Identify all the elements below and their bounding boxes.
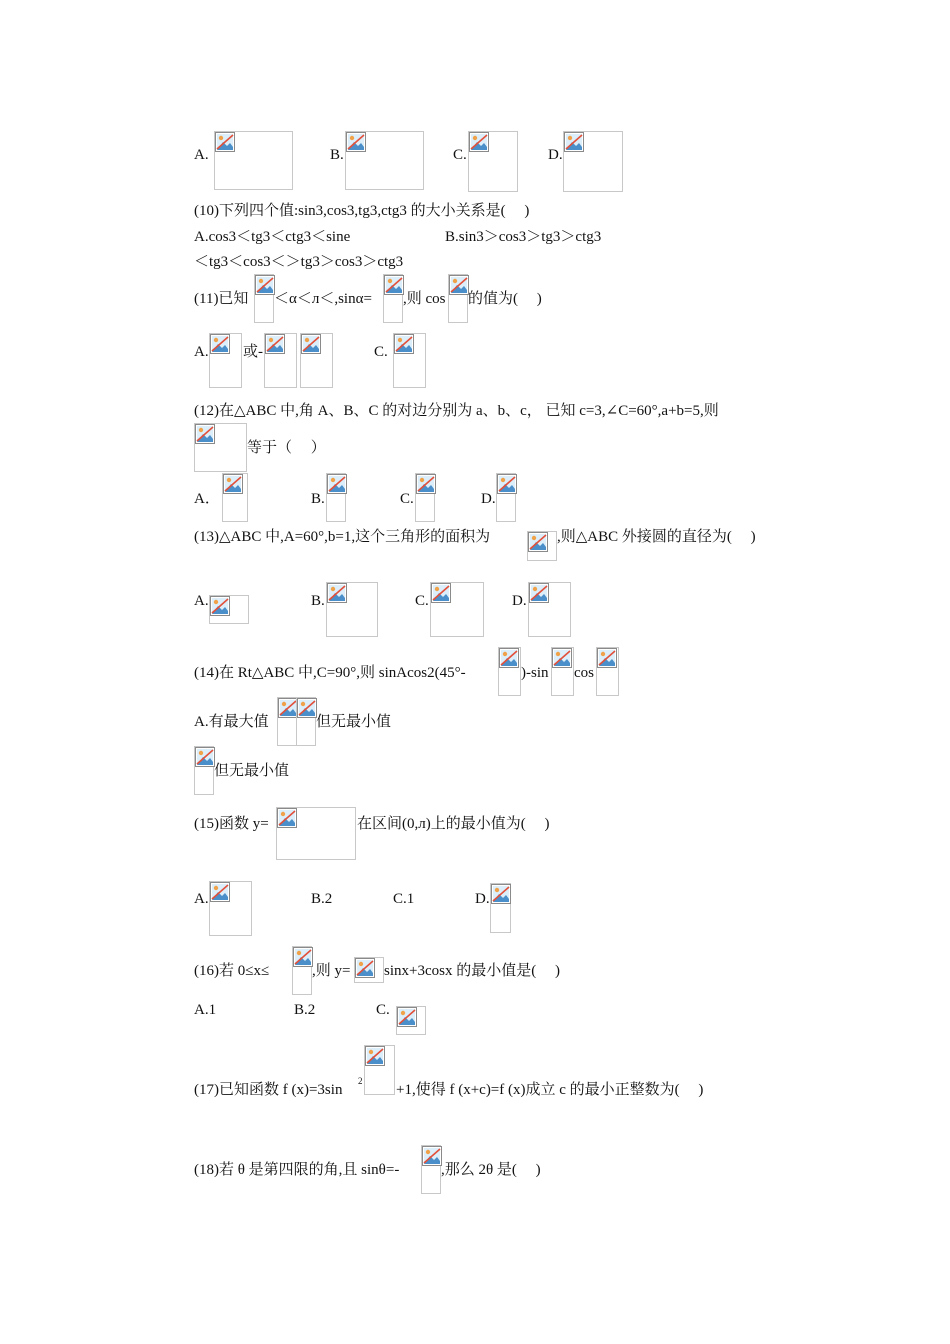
- broken-image-icon: [255, 275, 275, 295]
- broken-image-icon: [431, 583, 451, 603]
- question-14-part-2: )-sin: [521, 665, 549, 681]
- option-b-label: B.: [311, 491, 325, 507]
- broken-image-icon: [346, 132, 366, 152]
- option-or-label: 或-: [243, 344, 263, 360]
- broken-image-icon: [394, 334, 414, 354]
- broken-image-icon: [528, 532, 548, 552]
- broken-image-icon: [469, 132, 489, 152]
- question-14-option-a-part-2: 但无最小值: [316, 714, 392, 730]
- formula-image: [498, 647, 521, 696]
- formula-image: [421, 1145, 441, 1194]
- formula-image: [364, 1045, 395, 1095]
- broken-image-icon: [422, 1146, 442, 1166]
- formula-image: [254, 274, 274, 323]
- formula-image: [194, 746, 214, 795]
- option-c-label: C.: [376, 1002, 390, 1018]
- broken-image-icon: [384, 275, 404, 295]
- formula-image: [209, 333, 242, 388]
- broken-image-icon: [552, 648, 572, 668]
- formula-image: [468, 131, 518, 192]
- formula-image: [276, 807, 356, 860]
- broken-image-icon: [265, 334, 285, 354]
- question-15-part-1: (15)函数 y=: [194, 816, 269, 832]
- option-d-label: D.: [481, 491, 496, 507]
- broken-image-icon: [215, 132, 235, 152]
- formula-image: [551, 647, 574, 696]
- formula-image: [563, 131, 623, 192]
- broken-image-icon: [365, 1046, 385, 1066]
- question-16-part-3: sinx+3cosx 的最小值是( ): [384, 963, 560, 979]
- question-14-option-a-part-1: A.有最大值: [194, 714, 269, 730]
- option-a-label: A.: [194, 593, 209, 609]
- option-a-label: A.: [194, 891, 209, 907]
- formula-image: [296, 697, 316, 746]
- broken-image-icon: [416, 474, 436, 494]
- option-b-label: B.: [330, 147, 344, 163]
- broken-image-icon: [278, 698, 298, 718]
- question-10-option-b: B.sin3＞cos3＞tg3＞ctg3: [445, 229, 602, 245]
- broken-image-icon: [210, 596, 230, 616]
- formula-image: [490, 883, 511, 933]
- formula-image: [345, 131, 424, 190]
- question-16-part-2: ,则 y=: [312, 963, 351, 979]
- formula-image: [214, 131, 293, 190]
- option-a-label: A.: [194, 344, 209, 360]
- broken-image-icon: [529, 583, 549, 603]
- question-18-part-1: (18)若 θ 是第四限的角,且 sinθ=-: [194, 1162, 400, 1178]
- question-13-part-2: ,则△ABC 外接圆的直径为( ): [557, 529, 756, 545]
- formula-image: [528, 582, 571, 637]
- option-b-label: B.2: [311, 891, 333, 907]
- question-15-part-2: 在区间(0,л)上的最小值为( ): [357, 816, 550, 832]
- broken-image-icon: [210, 882, 230, 902]
- broken-image-icon: [297, 698, 317, 718]
- broken-image-icon: [195, 747, 215, 767]
- question-14-part-1: (14)在 Rt△ABC 中,C=90°,则 sinAcos2(45°-: [194, 665, 466, 681]
- question-11-part-4: 的值为( ): [468, 291, 542, 307]
- option-b-label: B.2: [294, 1002, 316, 1018]
- broken-image-icon: [210, 334, 230, 354]
- broken-image-icon: [277, 808, 297, 828]
- option-c-label: C.: [374, 344, 388, 360]
- option-a-label: A．: [194, 491, 220, 507]
- formula-image: [527, 531, 557, 561]
- question-10-option-cd: ＜tg3＜cos3＜＞tg3＞cos3＞ctg3: [194, 254, 404, 270]
- question-17-part-2: +1,使得 f (x+c)=f (x)成立 c 的最小正整数为( ): [396, 1082, 704, 1098]
- option-c-label: C.: [415, 593, 429, 609]
- option-a-label: A.: [194, 147, 209, 163]
- formula-image: [396, 1006, 426, 1035]
- formula-image: [222, 473, 248, 522]
- broken-image-icon: [327, 474, 347, 494]
- broken-image-icon: [564, 132, 584, 152]
- broken-image-icon: [449, 275, 469, 295]
- option-c-label: C.: [453, 147, 467, 163]
- question-11-part-1: (11)已知: [194, 291, 249, 307]
- broken-image-icon: [497, 474, 517, 494]
- question-12-part-2: 等于（ ）: [247, 440, 326, 456]
- formula-image: [496, 473, 516, 522]
- option-d-label: D.: [475, 891, 490, 907]
- formula-image: [448, 274, 468, 323]
- broken-image-icon: [499, 648, 519, 668]
- formula-image: [354, 957, 384, 983]
- question-14-part-3: cos: [574, 665, 594, 681]
- question-13-part-1: (13)△ABC 中,A=60°,b=1,这个三角形的面积为: [194, 529, 491, 545]
- question-16-part-1: (16)若 0≤x≤: [194, 963, 270, 979]
- broken-image-icon: [397, 1007, 417, 1027]
- formula-image: [209, 881, 252, 936]
- broken-image-icon: [293, 947, 313, 967]
- formula-image: [326, 582, 378, 637]
- formula-image: [415, 473, 435, 522]
- broken-image-icon: [223, 474, 243, 494]
- question-18-part-2: ,那么 2θ 是( ): [441, 1162, 541, 1178]
- formula-image: [393, 333, 426, 388]
- option-a-label: A.1: [194, 1002, 217, 1018]
- broken-image-icon: [491, 884, 511, 904]
- question-11-part-2: ＜α＜л＜,sinα=: [274, 291, 372, 307]
- question-17-part-1: (17)已知函数 f (x)=3sin: [194, 1082, 343, 1098]
- option-b-label: B.: [311, 593, 325, 609]
- broken-image-icon: [301, 334, 321, 354]
- question-17-superscript: 2: [358, 1076, 363, 1086]
- broken-image-icon: [355, 958, 375, 978]
- broken-image-icon: [327, 583, 347, 603]
- question-14-option-b: 但无最小值: [214, 763, 290, 779]
- question-12-part-1: (12)在△ABC 中,角 A、B、C 的对边分别为 a、b、c， 已知 c=3,∠C=60°,a+b=5,则: [194, 403, 719, 419]
- option-c-label: C.1: [393, 891, 415, 907]
- formula-image: [292, 946, 312, 995]
- question-11-part-3: ,则 cos: [403, 291, 446, 307]
- question-10-option-a: A.cos3＜tg3＜ctg3＜sine: [194, 229, 351, 245]
- formula-image: [383, 274, 403, 323]
- broken-image-icon: [597, 648, 617, 668]
- broken-image-icon: [195, 424, 215, 444]
- formula-image: [264, 333, 297, 388]
- formula-image: [300, 333, 333, 388]
- formula-image: [430, 582, 484, 637]
- formula-image: [209, 595, 249, 624]
- formula-image: [277, 697, 297, 746]
- option-d-label: D.: [548, 147, 563, 163]
- formula-image: [326, 473, 346, 522]
- formula-image: [596, 647, 619, 696]
- option-c-label: C.: [400, 491, 414, 507]
- question-10: (10)下列四个值:sin3,cos3,tg3,ctg3 的大小关系是( ): [194, 203, 530, 219]
- formula-image: [194, 423, 247, 472]
- option-d-label: D.: [512, 593, 527, 609]
